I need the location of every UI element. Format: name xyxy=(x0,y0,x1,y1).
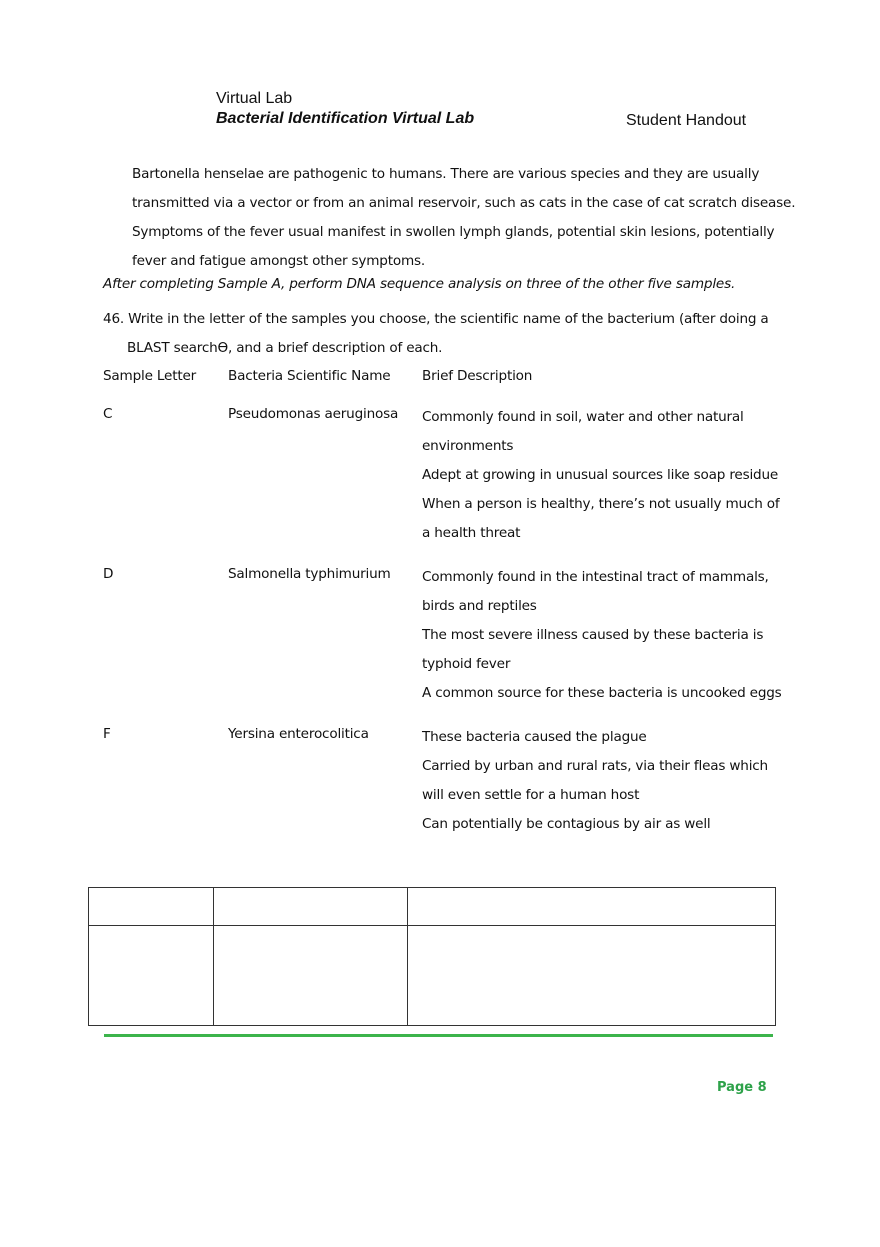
description-line: typhoid fever xyxy=(422,656,511,672)
question-line-2: BLAST searchƟ, and a brief description of each. xyxy=(127,340,443,356)
description-line: birds and reptiles xyxy=(422,598,537,614)
description-line: will even settle for a human host xyxy=(422,787,640,803)
description-line: Can potentially be contagious by air as well xyxy=(422,816,711,832)
sample-letter: D xyxy=(103,566,114,582)
header-student-handout: Student Handout xyxy=(626,112,747,129)
header-brief-description: Brief Description xyxy=(422,368,533,384)
intro-paragraph xyxy=(132,160,796,276)
description-line: Adept at growing in unusual sources like soap residue xyxy=(422,467,779,483)
document-title: Bacterial Identification Virtual Lab xyxy=(216,110,475,127)
description-line: These bacteria caused the plague xyxy=(422,729,647,745)
description-line: Commonly found in the intestinal tract of mammals, xyxy=(422,569,769,585)
description-line: When a person is healthy, there’s not usually much of xyxy=(422,496,780,512)
sample-letter: C xyxy=(103,406,113,422)
table-column-divider xyxy=(407,888,408,1025)
sample-description xyxy=(422,723,782,839)
intro-line: transmitted via a vector or from an animal reservoir, such as cats in the case of cat scratch disease. xyxy=(132,195,796,211)
sample-letter: F xyxy=(103,726,111,742)
description-line: A common source for these bacteria is uncooked eggs xyxy=(422,685,782,701)
header-sample-letter: Sample Letter xyxy=(103,368,197,384)
sample-scientific-name: Salmonella typhimurium xyxy=(228,566,391,582)
sample-scientific-name: Pseudomonas aeruginosa xyxy=(228,406,399,422)
empty-answer-table xyxy=(88,887,776,1026)
table-column-divider xyxy=(213,888,214,1025)
table-row-divider xyxy=(89,925,775,926)
instruction-text: After completing Sample A, perform DNA sequence analysis on three of the other five samples. xyxy=(103,276,736,292)
description-line: Carried by urban and rural rats, via their fleas which xyxy=(422,758,768,774)
sample-description xyxy=(422,563,782,708)
sample-description xyxy=(422,403,782,548)
header-scientific-name: Bacteria Scientific Name xyxy=(228,368,391,384)
intro-line: Symptoms of the fever usual manifest in swollen lymph glands, potential skin lesions, potentially xyxy=(132,224,775,240)
header-virtual-lab: Virtual Lab xyxy=(216,90,293,107)
question-line-1: 46. Write in the letter of the samples you choose, the scientific name of the bacterium (after doing a xyxy=(103,311,769,327)
question-46 xyxy=(103,305,769,363)
intro-line: fever and fatigue amongst other symptoms. xyxy=(132,253,426,269)
page-number: Page 8 xyxy=(717,1080,767,1095)
description-line: a health threat xyxy=(422,525,521,541)
description-line: The most severe illness caused by these bacteria is xyxy=(422,627,764,643)
description-line: Commonly found in soil, water and other natural xyxy=(422,409,744,425)
sample-scientific-name: Yersina enterocolitica xyxy=(228,726,369,742)
footer-rule xyxy=(104,1034,773,1037)
description-line: environments xyxy=(422,438,514,454)
intro-line: Bartonella henselae are pathogenic to humans. There are various species and they are usually xyxy=(132,166,760,182)
